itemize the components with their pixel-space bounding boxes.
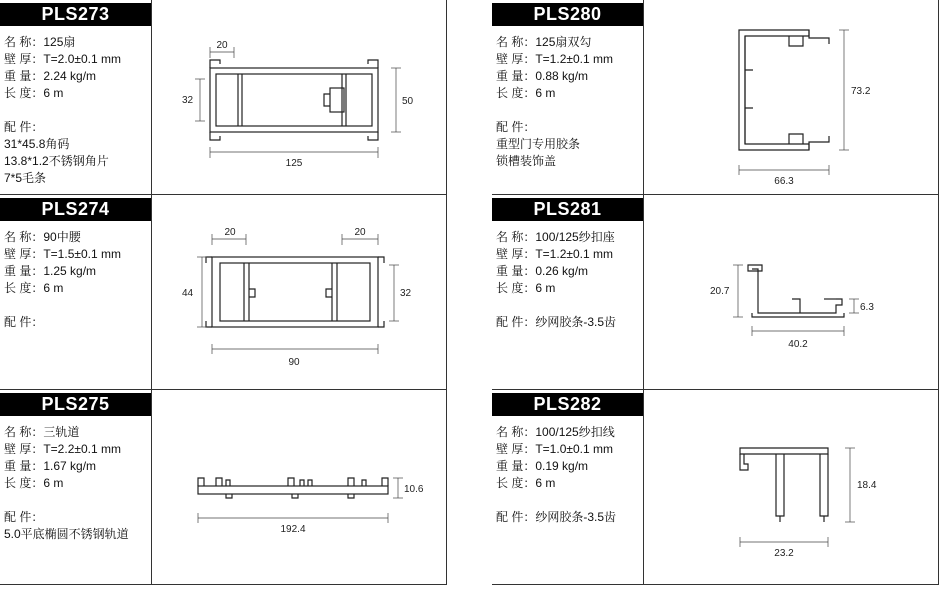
name-label: 名 称：: [4, 35, 44, 49]
name-label: 名 称：: [496, 230, 536, 244]
profile-section-shape: [198, 478, 388, 498]
length-label: 长 度：: [496, 476, 536, 490]
accessory-item: 重型门专用胶条: [496, 137, 581, 151]
dimension-lines: [733, 265, 859, 336]
spec-list: [4, 34, 150, 187]
wall-value: T=1.5±0.1 mm: [43, 247, 121, 261]
weight-label: 重 量：: [496, 264, 536, 278]
dim-width: 23.2: [774, 548, 794, 559]
wall-value: T=1.0±0.1 mm: [535, 442, 613, 456]
spec-list: [4, 424, 150, 543]
product-card-pls282: [492, 390, 939, 585]
name-label: 名 称：: [4, 425, 44, 439]
dim-top-left: 20: [224, 227, 236, 238]
length-value: 6 m: [535, 476, 556, 490]
dimension-lines: [739, 30, 849, 175]
name-label: 名 称：: [496, 425, 536, 439]
wall-value: T=2.2±0.1 mm: [43, 442, 121, 456]
accessories-label: 配 件：: [496, 120, 536, 134]
weight-value: 0.26 kg/m: [535, 264, 589, 278]
weight-value: 2.24 kg/m: [43, 69, 97, 83]
profile-section-shape: [748, 265, 844, 317]
product-card-pls274: [0, 195, 447, 390]
product-code: PLS280: [492, 3, 643, 26]
dim-width: 125: [285, 158, 303, 169]
wall-label: 壁 厚：: [496, 442, 536, 456]
length-label: 长 度：: [496, 86, 536, 100]
wall-value: T=2.0±0.1 mm: [43, 52, 121, 66]
name-value: 90中腰: [43, 230, 81, 244]
dim-height: 44: [182, 288, 194, 299]
accessory-item: 纱网胶条-3.5齿: [535, 510, 617, 524]
weight-label: 重 量：: [4, 459, 44, 473]
dimension-lines: [195, 47, 401, 158]
length-label: 长 度：: [4, 86, 44, 100]
length-value: 6 m: [535, 281, 556, 295]
accessories-label: 配 件：: [4, 510, 44, 524]
dim-height: 20.7: [710, 286, 730, 297]
spec-list: [496, 34, 642, 170]
length-value: 6 m: [43, 281, 64, 295]
length-label: 长 度：: [4, 281, 44, 295]
wall-label: 壁 厚：: [4, 52, 44, 66]
length-value: 6 m: [43, 476, 64, 490]
accessories-label: 配 件：: [4, 120, 44, 134]
weight-label: 重 量：: [4, 264, 44, 278]
accessory-item: 13.8*1.2不锈钢角片: [4, 154, 109, 168]
weight-label: 重 量：: [496, 69, 536, 83]
wall-value: T=1.2±0.1 mm: [535, 247, 613, 261]
profile-section-shape: [210, 60, 378, 140]
name-value: 125扇双勾: [535, 35, 592, 49]
wall-label: 壁 厚：: [496, 52, 536, 66]
product-code: PLS281: [492, 198, 643, 221]
name-value: 三轨道: [43, 425, 80, 439]
length-value: 6 m: [535, 86, 556, 100]
profile-section-shape: [206, 257, 384, 327]
name-label: 名 称：: [4, 230, 44, 244]
weight-label: 重 量：: [4, 69, 44, 83]
length-label: 长 度：: [4, 476, 44, 490]
accessories-label: 配 件：: [496, 315, 536, 329]
length-label: 长 度：: [496, 281, 536, 295]
dim-inner: 32: [182, 95, 194, 106]
profile-drawing: [152, 390, 446, 584]
profile-drawing: [644, 0, 938, 194]
accessory-item: 纱网胶条-3.5齿: [535, 315, 617, 329]
accessories-label: 配 件：: [4, 315, 44, 329]
length-value: 6 m: [43, 86, 64, 100]
accessory-item: 锁槽装饰盖: [496, 154, 557, 168]
product-card-pls275: [0, 390, 447, 585]
accessories-label: 配 件：: [496, 510, 536, 524]
product-code: PLS275: [0, 393, 151, 416]
dimension-lines: [197, 234, 399, 354]
product-card-pls273: [0, 0, 447, 195]
accessory-item: 7*5毛条: [4, 171, 47, 185]
dim-height: 18.4: [857, 480, 877, 491]
profile-drawing: [644, 195, 938, 389]
weight-value: 1.25 kg/m: [43, 264, 97, 278]
profile-drawing: [644, 390, 938, 584]
product-code: PLS274: [0, 198, 151, 221]
profile-section-shape: [740, 448, 828, 522]
accessory-item: 31*45.8角码: [4, 137, 70, 151]
wall-label: 壁 厚：: [4, 247, 44, 261]
product-card-pls280: [492, 0, 939, 195]
spec-list: [496, 424, 642, 526]
dim-top: 20: [216, 40, 228, 51]
wall-label: 壁 厚：: [4, 442, 44, 456]
name-value: 100/125纱扣线: [535, 425, 615, 439]
dim-height: 73.2: [851, 86, 871, 97]
dim-width: 40.2: [788, 339, 808, 350]
profile-section-shape: [739, 30, 829, 150]
wall-value: T=1.2±0.1 mm: [535, 52, 613, 66]
name-label: 名 称：: [496, 35, 536, 49]
profile-drawing: [152, 195, 446, 389]
spec-list: [4, 229, 150, 331]
dim-height: 50: [402, 96, 414, 107]
profile-drawing: [152, 0, 446, 194]
name-value: 100/125纱扣座: [535, 230, 615, 244]
product-code: PLS273: [0, 3, 151, 26]
dim-small: 6.3: [860, 302, 874, 313]
spec-list: [496, 229, 642, 331]
dim-width: 66.3: [774, 176, 794, 187]
product-code: PLS282: [492, 393, 643, 416]
weight-label: 重 量：: [496, 459, 536, 473]
name-value: 125扇: [43, 35, 76, 49]
dim-height: 10.6: [404, 484, 424, 495]
dim-top-right: 20: [354, 227, 366, 238]
accessory-item: 5.0平底椭圆不锈钢轨道: [4, 527, 129, 541]
wall-label: 壁 厚：: [496, 247, 536, 261]
dimension-lines: [740, 448, 855, 547]
dim-width: 192.4: [280, 524, 306, 535]
product-card-pls281: [492, 195, 939, 390]
weight-value: 1.67 kg/m: [43, 459, 97, 473]
weight-value: 0.19 kg/m: [535, 459, 589, 473]
dim-width: 90: [288, 357, 300, 368]
dim-inner: 32: [400, 288, 412, 299]
weight-value: 0.88 kg/m: [535, 69, 589, 83]
